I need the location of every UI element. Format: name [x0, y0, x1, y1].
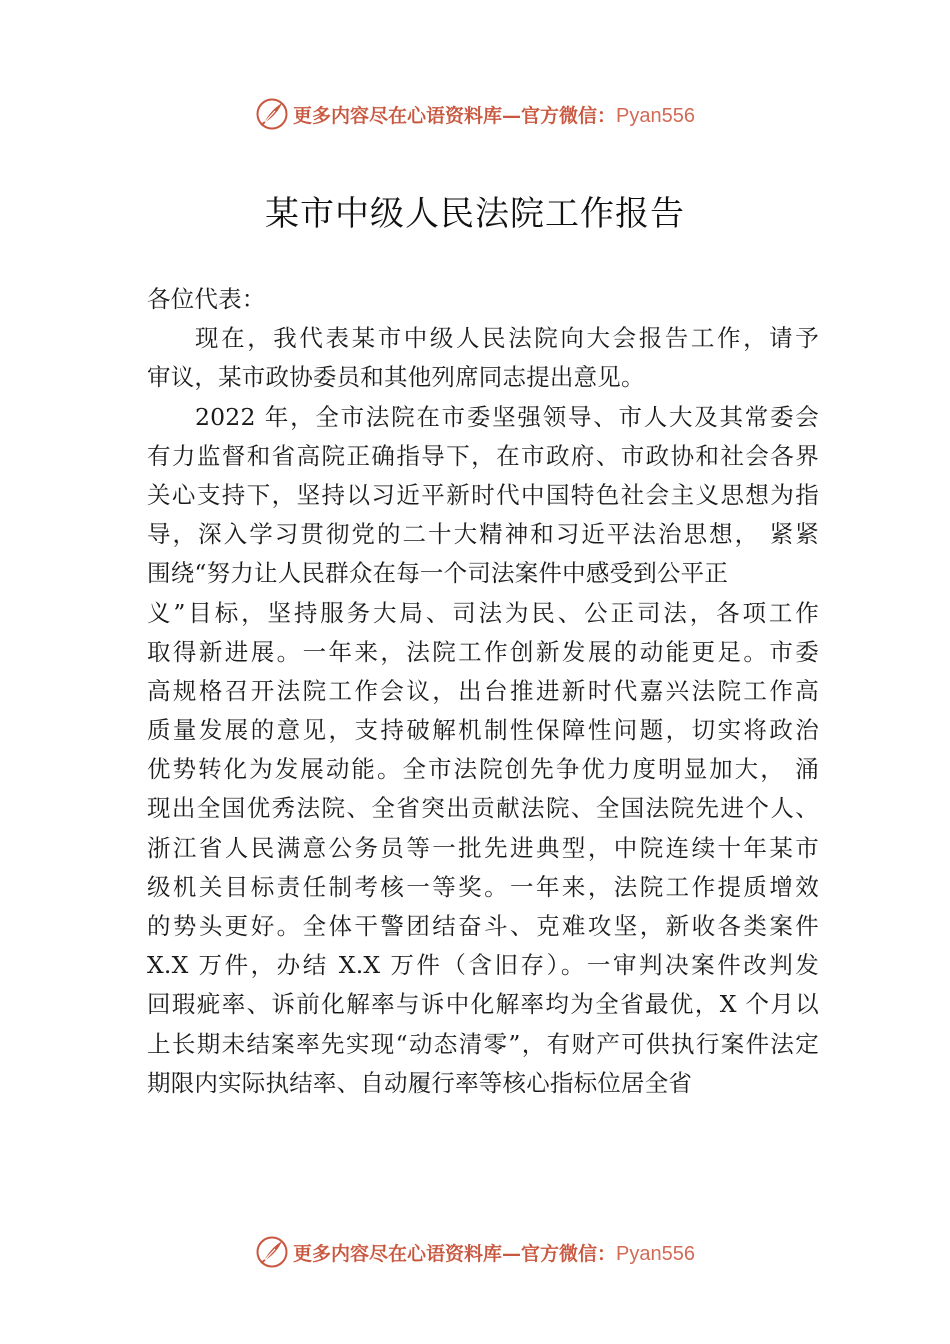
body-line: 围绕“努力让人民群众在每一个司法案件中感受到公平正: [147, 559, 729, 588]
document-body: [147, 280, 819, 1103]
banner-main-text: 更多内容尽在心语资料库—官方微信：: [293, 1242, 617, 1265]
body-line: 2022 年，全市法院在市委坚强领导、市人大及其常委会: [195, 402, 819, 431]
banner-main-text: 更多内容尽在心语资料库—官方微信：: [293, 104, 617, 127]
body-line: 上长期未结案率先实现“动态清零”，有财产可供执行案件法定: [147, 1029, 819, 1058]
salutation: 各位代表：: [147, 285, 266, 313]
header-banner: [0, 94, 950, 134]
body-line: 优势转化为发展动能。全市法院创先争优力度明显加大， 涌: [147, 755, 819, 784]
body-line: 取得新进展。一年来，法院工作创新发展的动能更足。市委: [147, 637, 819, 666]
body-line: 审议，某市政协委员和其他列席同志提出意见。: [147, 363, 645, 392]
body-line: 现在，我代表某市中级人民法院向大会报告工作，请予: [195, 324, 819, 353]
body-line: 级机关目标责任制考核一等奖。一年来，法院工作提质增效: [147, 872, 819, 901]
footer-banner: [0, 1232, 950, 1272]
body-line: 有力监督和省高院正确指导下，在市政府、市政协和社会各界: [147, 441, 819, 470]
banner-text: [293, 101, 695, 128]
banner-wechat-id: Pyan556: [616, 104, 695, 127]
body-line: 的势头更好。全体干警团结奋斗、克难攻坚，新收各类案件: [147, 912, 819, 940]
quill-logo-icon: [255, 1235, 289, 1269]
banner-text: [293, 1239, 695, 1266]
body-line: 浙江省人民满意公务员等一批先进典型，中院连续十年某市: [147, 833, 819, 862]
banner-wechat-id: Pyan556: [616, 1242, 695, 1265]
body-line: 回瑕疵率、诉前化解率与诉中化解率均为全省最优，X 个月以: [147, 990, 819, 1019]
body-line: 导，深入学习贯彻党的二十大精神和习近平法治思想， 紧紧: [147, 520, 819, 549]
body-line: 现出全国优秀法院、全省突出贡献法院、全国法院先进个人、: [147, 794, 819, 823]
body-line: 义”目标，坚持服务大局、司法为民、公正司法，各项工作: [147, 598, 819, 627]
quill-logo-icon: [255, 97, 289, 131]
body-line: 期限内实际执结率、自动履行率等核心指标位居全省: [147, 1068, 693, 1097]
body-line: 质量发展的意见，支持破解机制性保障性问题，切实将政治: [147, 716, 819, 745]
body-line: X.X 万件，办结 X.X 万件（含旧存）。一审判决案件改判发: [147, 951, 819, 980]
body-line: 高规格召开法院工作会议，出台推进新时代嘉兴法院工作高: [147, 676, 819, 705]
document-title: 某市中级人民法院工作报告: [265, 194, 685, 234]
body-line: 关心支持下，坚持以习近平新时代中国特色社会主义思想为指: [147, 480, 819, 509]
